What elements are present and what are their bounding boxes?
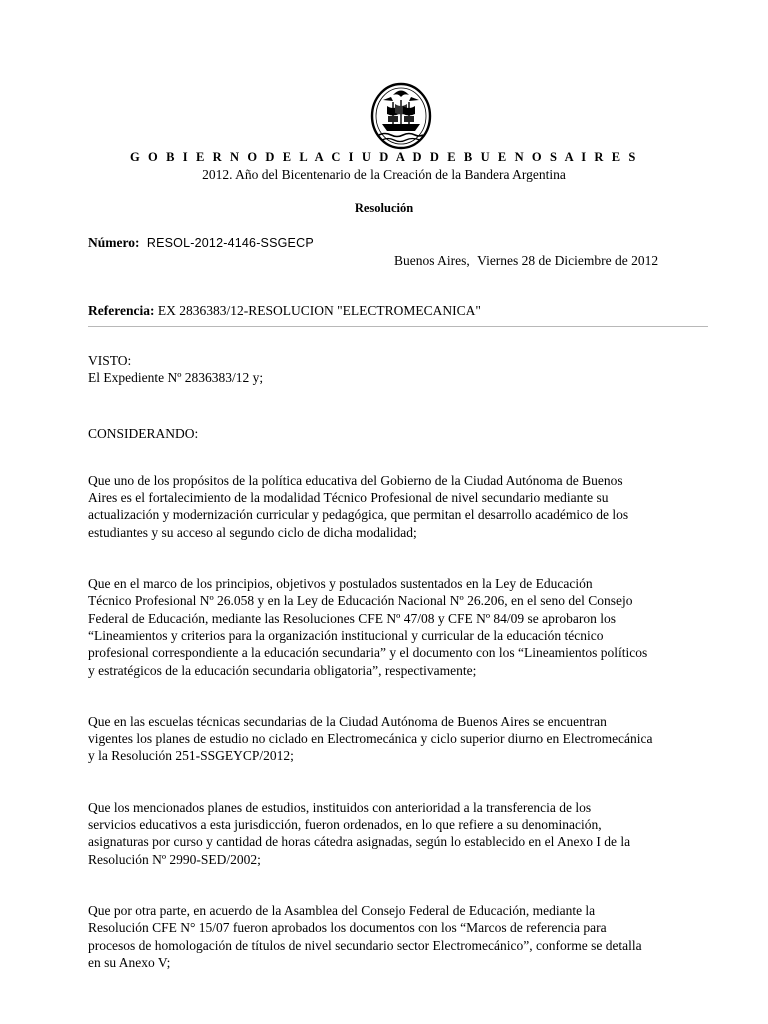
- paragraph-line: Que uno de los propósitos de la política educativa del Gobierno de la Ciudad Autónoma de Buenos: [88, 472, 623, 488]
- paragraph-line: actualización y modernización curricular y pedagógica, que permitan el desarrollo académico de los: [88, 507, 629, 523]
- visto-line: El Expediente Nº 2836383/12 y;: [88, 370, 264, 386]
- paragraph-line: Que los mencionados planes de estudios, instituidos con anterioridad a la transferencia de los: [88, 799, 592, 815]
- paragraph-line: Federal de Educación, mediante las Resoluciones CFE Nº 47/08 y CFE Nº 84/09 se aprobaron los: [88, 610, 617, 626]
- document-type-heading: Resolución: [354, 201, 414, 215]
- paragraph-line: Técnico Profesional Nº 26.058 y en la Ley de Educación Nacional Nº 26.206, en el seno del Consejo: [88, 593, 633, 609]
- paragraph-line: Resolución CFE N° 15/07 fueron aprobados los documentos con los “Marcos de referencia para: [88, 920, 607, 936]
- paragraph-line: “Lineamientos y criterios para la organización institucional y curricular de la educación técnico: [88, 627, 604, 643]
- paragraph-line: Que en el marco de los principios, objetivos y postulados sustentados en la Ley de Educación: [88, 576, 593, 592]
- paragraph-line: Resolución Nº 2990-SED/2002;: [88, 851, 261, 867]
- paragraph-line: Aires es el fortalecimiento de la modalidad Técnico Profesional de nivel secundario mediante su: [88, 490, 609, 506]
- paragraph-line: vigentes los planes de estudio no ciclado en Electromecánica y ciclo superior diurno en Electromecánica: [88, 731, 653, 747]
- paragraph-1: [88, 472, 738, 541]
- government-title: G O B I E R N O D E L A C I U D A D D E B U E N O S A I R E S: [130, 150, 638, 164]
- referencia-label: Referencia:: [88, 303, 155, 318]
- paragraph-line: Que por otra parte, en acuerdo de la Asamblea del Consejo Federal de Educación, mediante la: [88, 902, 596, 918]
- bicentenary-subtitle: 2012. Año del Bicentenario de la Creación de la Bandera Argentina: [202, 167, 566, 182]
- paragraph-line: procesos de homologación de títulos de nivel secundario sector Electromecánico”, conforme se detalla: [88, 937, 642, 953]
- header-divider: [88, 326, 708, 327]
- visto-heading: VISTO:: [88, 353, 132, 368]
- paragraph-line: y la Resolución 251-SSGEYCP/2012;: [88, 748, 294, 764]
- paragraph-line: y estratégicos de la educación secundaria obligatoria”, respectivamente;: [88, 662, 477, 678]
- place: Buenos Aires,: [394, 253, 470, 268]
- city-seal-icon: [369, 80, 433, 150]
- resolution-number: [88, 235, 314, 251]
- place-and-date: [394, 253, 658, 269]
- numero-value: RESOL-2012-4146-SSGECP: [146, 236, 314, 250]
- referencia-value: EX 2836383/12-RESOLUCION "ELECTROMECANICA": [157, 303, 481, 318]
- paragraph-line: Que en las escuelas técnicas secundarias de la Ciudad Autónoma de Buenos Aires se encuentran: [88, 713, 607, 729]
- paragraph-5: [88, 902, 738, 971]
- considerando-heading: CONSIDERANDO:: [88, 425, 199, 441]
- paragraph-line: asignaturas por curso y cantidad de horas cátedra asignadas, según lo establecido en el Anexo I de la: [88, 834, 631, 850]
- paragraph-line: profesional correspondiente a la educación secundaria” y el documento con los “Lineamientos políticos: [88, 645, 648, 661]
- date: Viernes 28 de Diciembre de 2012: [477, 253, 659, 268]
- paragraph-2: [88, 575, 738, 679]
- document-body: [88, 352, 738, 971]
- paragraph-line: estudiantes y su acceso al segundo ciclo de dicha modalidad;: [88, 524, 417, 540]
- paragraph-4: [88, 799, 738, 868]
- paragraph-line: en su Anexo V;: [88, 954, 171, 970]
- reference: [88, 303, 481, 319]
- paragraph-line: servicios educativos a esta jurisdicción, fueron ordenados, en lo que refiere a su denominación,: [88, 817, 602, 833]
- numero-label: Número:: [88, 235, 140, 250]
- paragraph-3: [88, 713, 738, 765]
